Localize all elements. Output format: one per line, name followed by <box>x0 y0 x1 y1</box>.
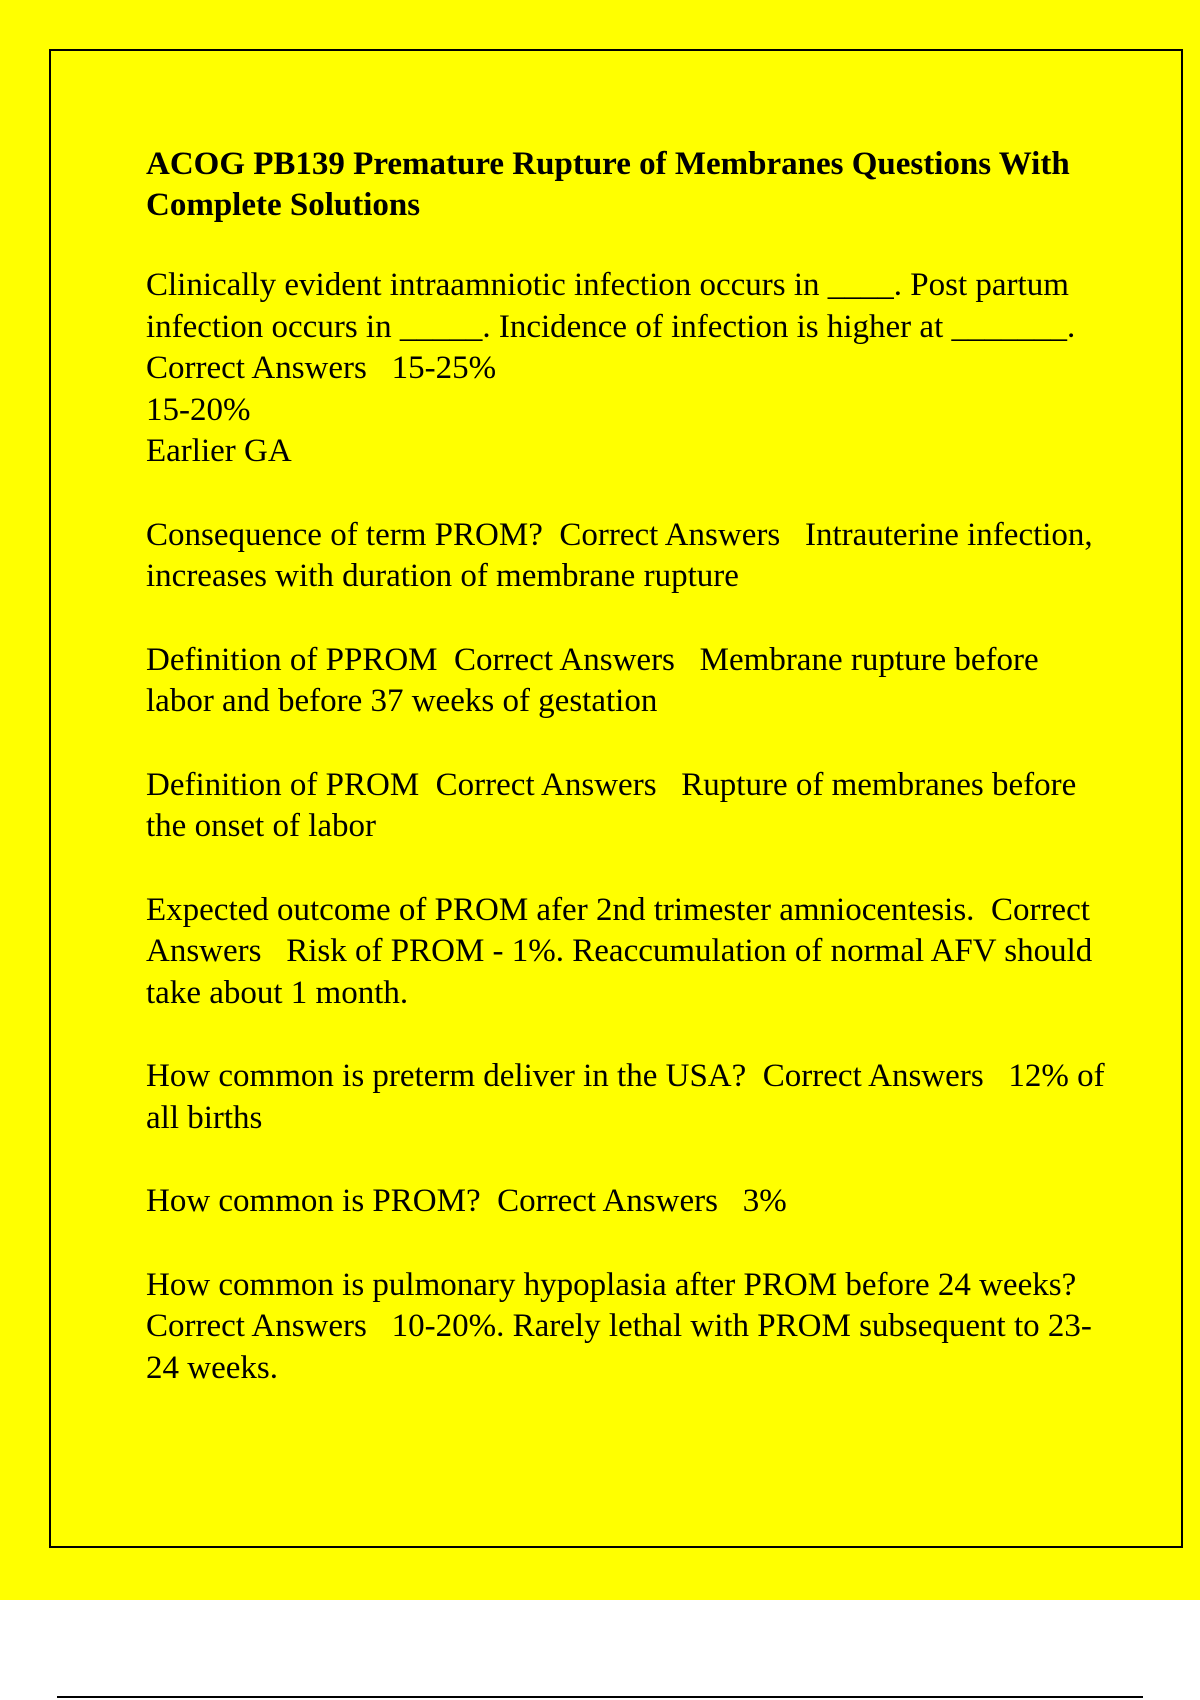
answer-label: Correct Answers <box>559 516 781 553</box>
qa-item-5 <box>146 890 1106 1015</box>
answer-text: Intrauterine infection, increases with duration of membrane rupture <box>146 516 1101 594</box>
document-content <box>146 144 1113 1431</box>
qa-item-6 <box>146 1056 1113 1139</box>
question-text: Definition of PPROM <box>146 641 438 678</box>
answer-label: Correct Answers <box>454 641 675 678</box>
answer-text: Membrane rupture before labor and before 37 weeks of gestation <box>146 641 1047 719</box>
answer-label: Correct Answers <box>146 1308 367 1344</box>
document-title: ACOG PB139 Premature Rupture of Membranes Questions With Complete Solutions <box>146 146 1070 223</box>
answer-text: 10-20%. Rarely lethal with PROM subsequent to 23-24 weeks. <box>146 1308 1092 1386</box>
question-text: How common is PROM? <box>146 1183 481 1219</box>
qa-item-7 <box>146 1181 1106 1223</box>
question-text: Consequence of term PROM? <box>146 516 543 553</box>
answer-text: 15-20% <box>146 391 251 428</box>
answer-label: Correct Answers <box>146 350 367 386</box>
footer-divider <box>57 1696 1143 1698</box>
qa-item-8 <box>146 1265 1106 1390</box>
answer-label: Correct Answers <box>762 1058 984 1094</box>
qa-item-1 <box>146 265 1106 473</box>
qa-item-3 <box>146 640 1106 723</box>
answer-text: 12% of all births <box>146 1058 1113 1136</box>
question-text: Expected outcome of PROM afer 2nd trimester amniocentesis. <box>146 891 975 928</box>
answer-text: 15-25% <box>391 350 497 386</box>
question-text: Definition of PROM <box>146 766 420 803</box>
question-text: Clinically evident intraamniotic infection occurs in ____. Post partum infection occurs in _____. Incidence of infection is higher at _______. <box>146 267 1078 345</box>
answer-text: 3% <box>742 1183 787 1219</box>
qa-item-4 <box>146 765 1106 848</box>
answer-text: Earlier GA <box>146 433 292 469</box>
question-text: How common is preterm deliver in the USA? <box>146 1058 747 1094</box>
answer-label: Correct Answers <box>497 1183 718 1219</box>
answer-label: Correct Answers <box>435 766 657 803</box>
answer-label: Correct Answers <box>146 891 1097 969</box>
question-text: How common is pulmonary hypoplasia after PROM before 24 weeks? <box>146 1266 1077 1303</box>
qa-item-2 <box>146 515 1106 598</box>
answer-text: Rupture of membranes before the onset of labor <box>146 766 1085 844</box>
answer-text: Risk of PROM - 1%. Reaccumulation of normal AFV should take about 1 month. <box>146 933 1101 1011</box>
